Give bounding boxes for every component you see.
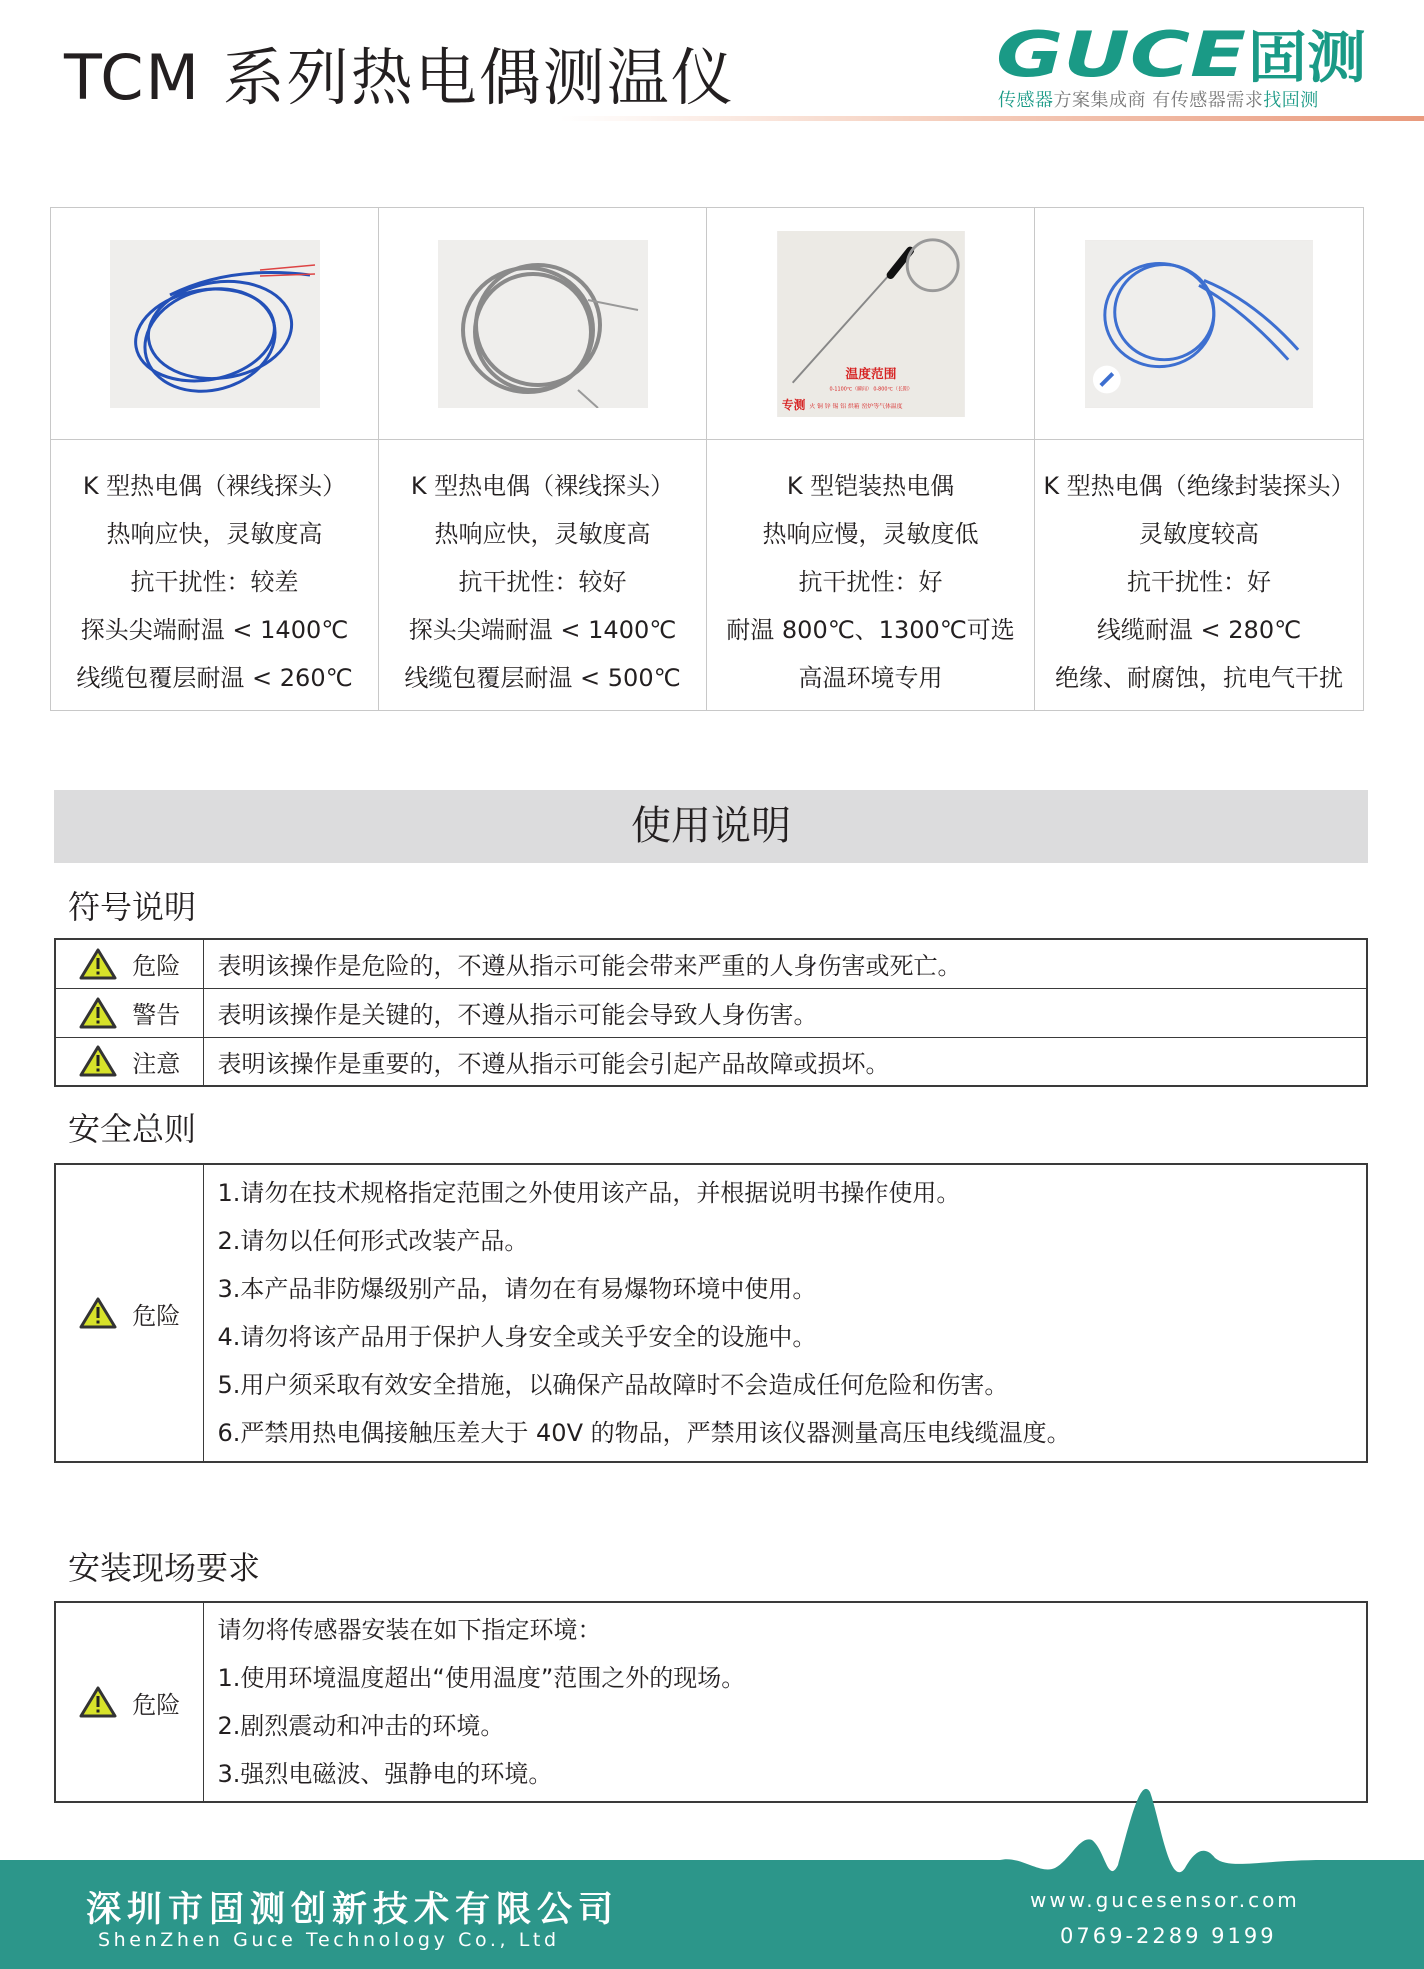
website-link[interactable]: www.gucesensor.com	[1030, 1888, 1300, 1912]
symbols-heading: 符号说明	[68, 888, 197, 926]
level-description: 表明该操作是危险的，不遵从指示可能会带来严重的人身伤害或死亡。	[203, 939, 1367, 988]
install-item: 请勿将传感器安装在如下指定环境：	[217, 1616, 602, 1644]
level-cell	[55, 1164, 203, 1462]
install-item: 3.强烈电磁波、强静电的环境。	[217, 1760, 553, 1788]
product-image-cell	[707, 208, 1035, 440]
level-label: 危险	[132, 952, 181, 981]
level-cell	[55, 1037, 203, 1086]
product-spec: 绝缘、耐腐蚀，抗电气干扰	[1055, 664, 1343, 692]
page-title: TCM 系列热电偶测温仪	[64, 41, 735, 114]
svg-text:GUCE: GUCE	[996, 22, 1246, 86]
safety-table	[54, 1163, 1368, 1463]
level-label: 警告	[132, 1001, 181, 1029]
table-row	[55, 1037, 1367, 1086]
image-caption-title: 温度范围	[845, 365, 896, 381]
level-cell	[55, 939, 203, 988]
safety-item: 5.用户须采取有效安全措施，以确保产品故障时不会造成任何危险和伤害。	[217, 1371, 1009, 1399]
product-spec: 探头尖端耐温 < 1400℃	[80, 616, 349, 644]
warning-icon	[78, 1685, 118, 1719]
header-divider	[560, 116, 1424, 121]
armored-thermocouple-image	[777, 231, 965, 417]
level-description: 表明该操作是重要的，不遵从指示可能会引起产品故障或损坏。	[203, 1037, 1367, 1086]
product-name: K 型热电偶（绝缘封装探头）	[1043, 472, 1355, 500]
product-table	[50, 207, 1364, 711]
guce-logo	[996, 22, 1368, 86]
install-heading: 安装现场要求	[68, 1549, 261, 1587]
tagline: 传感器方案集成商 有传感器需求找固测	[998, 90, 1319, 111]
safety-item: 6.严禁用热电偶接触压差大于 40V 的物品，严禁用该仪器测量高压电线缆温度。	[217, 1419, 1071, 1447]
table-row	[55, 988, 1367, 1037]
company-name-en: ShenZhen Guce Technology Co., Ltd	[98, 1929, 560, 1951]
product-name: K 型热电偶（裸线探头）	[82, 472, 347, 500]
product-spec: 线缆包覆层耐温 < 260℃	[76, 664, 353, 692]
warning-icon	[78, 1296, 118, 1330]
warning-icon	[78, 947, 118, 981]
level-description: 表明该操作是关键的，不遵从指示可能会导致人身伤害。	[203, 988, 1367, 1037]
product-spec: 热响应快，灵敏度高	[434, 520, 651, 548]
warning-icon	[78, 1044, 118, 1078]
product-spec: 抗干扰性：较差	[130, 568, 299, 596]
level-label: 危险	[132, 1690, 181, 1719]
safety-item: 4.请勿将该产品用于保护人身安全或关乎安全的设施中。	[217, 1323, 817, 1351]
product-image-cell	[1035, 208, 1363, 440]
product-spec: 探头尖端耐温 < 1400℃	[408, 616, 677, 644]
blue-bare-wire-thermocouple-image	[110, 240, 320, 408]
image-caption-uses: 火 铜 锌 锡 铝 烘箱 窑炉等气体温度	[808, 403, 903, 410]
company-name: 深圳市固测创新技术有限公司	[86, 1890, 620, 1930]
product-spec: 灵敏度较高	[1139, 520, 1259, 548]
level-cell	[55, 988, 203, 1037]
level-label: 注意	[132, 1049, 181, 1078]
product-spec: 热响应慢，灵敏度低	[762, 520, 979, 548]
install-item: 1.使用环境温度超出“使用温度”范围之外的现场。	[217, 1664, 746, 1692]
symbols-table	[54, 938, 1368, 1087]
phone-number: 0769-2289 9199	[1060, 1924, 1277, 1948]
product-name: K 型铠装热电偶	[786, 472, 955, 500]
product-spec: 耐温 800℃、1300℃可选	[726, 616, 1015, 644]
product-image-cell	[379, 208, 707, 440]
safety-item: 3.本产品非防爆级别产品，请勿在有易爆物环境中使用。	[217, 1275, 817, 1303]
product-spec: 线缆包覆层耐温 < 500℃	[404, 664, 681, 692]
product-name: K 型热电偶（裸线探头）	[410, 472, 675, 500]
level-cell	[55, 1602, 203, 1802]
image-caption-tag: 专测	[781, 397, 805, 412]
safety-item: 2.请勿以任何形式改装产品。	[217, 1227, 529, 1255]
product-spec: 抗干扰性：好	[1127, 568, 1271, 596]
install-item: 2.剧烈震动和冲击的环境。	[217, 1712, 505, 1740]
level-label: 危险	[132, 1301, 181, 1330]
table-row	[55, 939, 1367, 988]
product-spec: 高温环境专用	[798, 664, 943, 692]
product-spec-cell	[379, 440, 707, 710]
grey-bare-wire-thermocouple-image	[438, 240, 648, 408]
install-items	[203, 1602, 1367, 1802]
table-row	[55, 1602, 1367, 1802]
product-spec-cell	[51, 440, 379, 710]
product-spec: 抗干扰性：较好	[458, 568, 627, 596]
safety-item: 1.请勿在技术规格指定范围之外使用该产品，并根据说明书操作使用。	[217, 1179, 961, 1207]
warning-icon	[78, 996, 118, 1030]
install-table	[54, 1601, 1368, 1803]
safety-items	[203, 1164, 1367, 1462]
image-caption-range: 0-1100℃（瞬间） 0-800℃（长期）	[829, 386, 912, 393]
product-spec-cell	[1035, 440, 1363, 710]
section-banner: 使用说明	[54, 790, 1368, 863]
product-spec-cell	[707, 440, 1035, 710]
product-image-cell	[51, 208, 379, 440]
product-spec: 线缆耐温 < 280℃	[1096, 616, 1302, 644]
insulated-thermocouple-image	[1085, 240, 1313, 408]
svg-text:固测: 固测	[1248, 26, 1366, 86]
product-spec: 抗干扰性：好	[798, 568, 943, 596]
product-spec: 热响应快，灵敏度高	[106, 520, 323, 548]
table-row	[55, 1164, 1367, 1462]
safety-heading: 安全总则	[68, 1110, 197, 1148]
